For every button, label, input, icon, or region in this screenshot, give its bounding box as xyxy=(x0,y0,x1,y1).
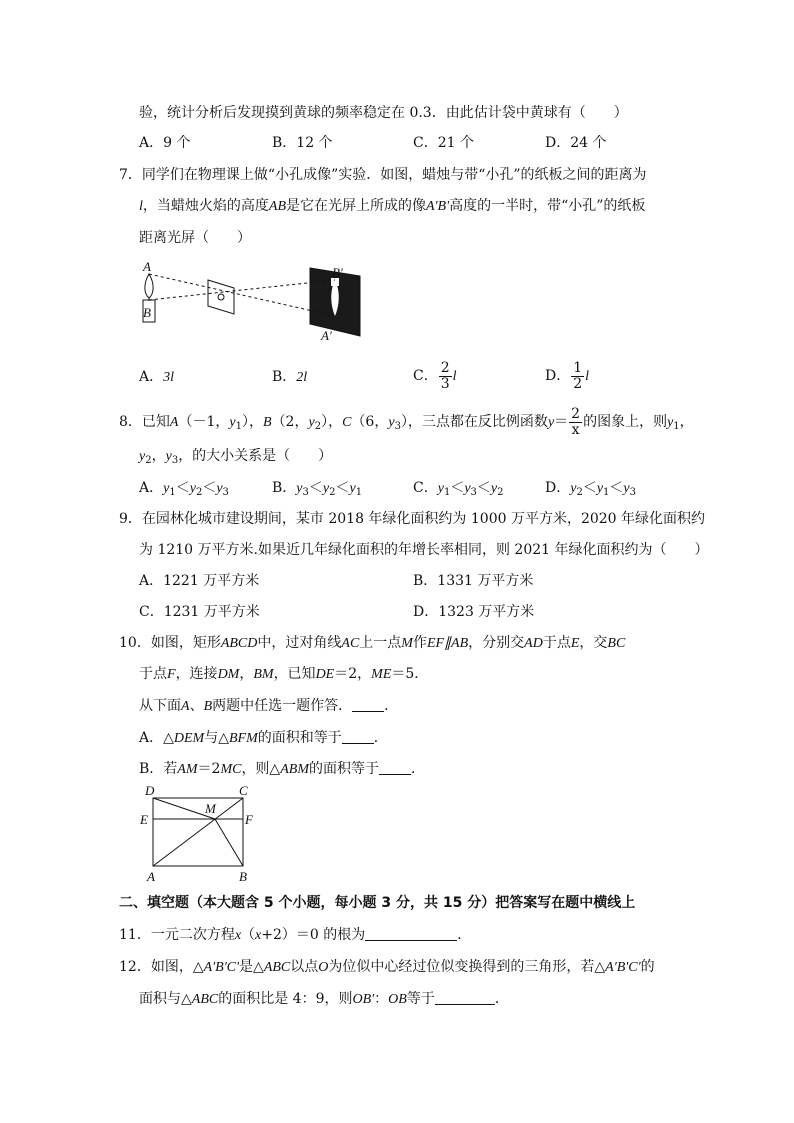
text: ： xyxy=(374,991,389,1007)
var: y xyxy=(570,481,577,496)
text: 的面积等于 xyxy=(308,761,379,777)
text: 11．一元二次方程 xyxy=(119,927,235,943)
text: +2）＝0 的根为 xyxy=(261,927,366,943)
var: BC xyxy=(607,636,626,651)
var: y xyxy=(322,481,330,496)
var: OB' xyxy=(352,992,375,1007)
var: BFM xyxy=(229,731,258,746)
section-heading: 二、填空题（本大题含 5 个小题，每小题 3 分，共 15 分）把答案写在题中横线上 xyxy=(119,895,636,911)
var: E xyxy=(570,636,580,651)
var: y xyxy=(229,415,236,430)
text: 作 xyxy=(412,635,427,651)
text: （6， xyxy=(351,414,389,430)
var: BM xyxy=(253,667,274,682)
var: DEM xyxy=(173,731,205,746)
text: ）， xyxy=(321,414,343,430)
text: 的 xyxy=(640,959,655,975)
label-c: C xyxy=(239,783,248,798)
text: ＝5． xyxy=(391,666,429,682)
lt: ＜ xyxy=(335,480,350,496)
var: y xyxy=(596,481,604,496)
text: ，则△ xyxy=(241,761,281,777)
text: ＝2， xyxy=(334,666,372,682)
segment-bm xyxy=(215,819,243,866)
text: ． xyxy=(373,730,388,746)
option-value: 3l xyxy=(163,370,175,385)
text: 于点 xyxy=(542,635,571,651)
q7-option-d xyxy=(545,358,589,395)
q7-text: ，当蜡烛火焰的高度 xyxy=(142,198,269,214)
text: 是△ xyxy=(239,959,264,975)
q10-part-b xyxy=(139,760,425,779)
var: OB xyxy=(388,992,407,1007)
text: ，分别交 xyxy=(468,635,525,651)
label-f: F xyxy=(245,812,253,827)
var: AC xyxy=(341,636,360,651)
text: A．△ xyxy=(139,730,174,746)
var: MC xyxy=(220,762,242,777)
denominator: x xyxy=(571,421,580,438)
text: 等于 xyxy=(406,991,435,1007)
q7-line2 xyxy=(139,197,645,216)
text: 的面积比是 4：9，则 xyxy=(218,991,353,1007)
q7-var-ab: AB xyxy=(268,199,286,214)
label-e: E xyxy=(140,812,148,827)
q12-line2 xyxy=(139,990,509,1009)
sub: 2 xyxy=(329,487,336,498)
lt: ＜ xyxy=(476,480,491,496)
label-ap: A′ xyxy=(321,328,332,343)
label-a: A xyxy=(143,259,151,274)
q6-option-d: D．24 个 xyxy=(545,135,607,151)
label-m: M xyxy=(205,801,216,816)
var: A'B'C' xyxy=(203,960,240,975)
var: B xyxy=(263,415,272,430)
text: ， xyxy=(679,414,694,430)
text: 面积与△ xyxy=(139,991,192,1007)
var: y xyxy=(464,481,471,496)
q9-line2: 为 1210 万平方米.如果近几年绿化面积的年增长率相同，则 2021 年绿化面积约为（ ） xyxy=(139,542,709,558)
q8-option-b xyxy=(272,479,362,502)
var: A'B'C' xyxy=(605,960,641,975)
text: （ xyxy=(241,927,256,943)
var: AM xyxy=(177,762,198,777)
var: DE xyxy=(315,667,335,682)
label-b: B xyxy=(239,869,247,884)
sub: 3 xyxy=(394,421,401,432)
sub: 3 xyxy=(171,455,179,466)
var: y xyxy=(139,449,146,464)
option-var: l xyxy=(585,369,590,384)
var: y xyxy=(667,415,674,430)
numerator: 2 xyxy=(571,405,581,422)
option-letter: B． xyxy=(272,369,297,385)
option-letter: D． xyxy=(545,480,571,496)
var: ABC xyxy=(263,960,291,975)
var: A xyxy=(169,415,179,430)
text: 于点 xyxy=(139,666,167,682)
text: 的图象上，则 xyxy=(583,414,668,430)
lt: ＜ xyxy=(582,480,597,496)
sub: 3 xyxy=(222,487,229,498)
text: ，已知 xyxy=(273,666,316,682)
answer-blank[interactable] xyxy=(342,729,374,744)
option-letter: C． xyxy=(413,368,438,384)
q7-figure xyxy=(138,258,368,348)
denominator: 2 xyxy=(573,375,583,392)
text: 12．如图，△ xyxy=(119,959,204,975)
sub: 3 xyxy=(470,487,477,498)
text: ，的大小关系是（ ） xyxy=(178,448,333,464)
answer-blank[interactable] xyxy=(435,990,495,1005)
var: y xyxy=(216,481,223,496)
sub: 1 xyxy=(235,421,242,432)
label-bp: B′ xyxy=(332,265,343,280)
text: ，连接 xyxy=(175,666,218,682)
q7-text: 是它在光屏上所成的像 xyxy=(286,198,426,214)
q7-option-a xyxy=(139,368,174,387)
lt: ＜ xyxy=(609,480,624,496)
text: 上一点 xyxy=(359,635,402,651)
text: 从下面 xyxy=(139,698,181,714)
q6-option-b: B．12 个 xyxy=(272,135,333,151)
q11-line xyxy=(119,926,471,945)
answer-blank[interactable] xyxy=(379,760,411,775)
lt: ＜ xyxy=(308,480,323,496)
q6-text: 验，统计分析后发现摸到黄球的频率稳定在 0.3．由此估计袋中黄球有（ ） xyxy=(139,105,628,121)
text: ． xyxy=(384,698,399,714)
q10-figure xyxy=(138,782,263,884)
q10-line2 xyxy=(139,665,428,684)
var: y xyxy=(308,415,315,430)
q9-line1: 9．在园林化城市建设期间，某市 2018 年绿化面积约为 1000 万平方米，2020 年绿化面积约 xyxy=(119,511,706,527)
var: y xyxy=(349,481,356,496)
label-a: A xyxy=(147,869,155,884)
var: ABM xyxy=(280,762,309,777)
fraction xyxy=(569,407,582,438)
sub: 1 xyxy=(673,421,680,432)
var: O xyxy=(318,960,329,975)
var: M xyxy=(401,636,413,651)
var: y xyxy=(547,415,555,430)
option-letter: D． xyxy=(545,368,571,384)
sub: 2 xyxy=(145,455,152,466)
sub: 1 xyxy=(355,487,363,498)
label-b: B xyxy=(143,305,151,320)
q10-line1 xyxy=(119,634,625,653)
q9-option-c: C．1231 万平方米 xyxy=(139,604,260,620)
var: A xyxy=(181,699,190,714)
q9-option-b: B．1331 万平方米 xyxy=(413,573,534,589)
q7-option-b xyxy=(272,368,307,387)
option-letter: A． xyxy=(139,369,164,385)
var: y xyxy=(296,481,303,496)
text: 以点 xyxy=(290,959,319,975)
q7-text: 高度的一半时，带“小孔”的纸板 xyxy=(449,198,646,214)
ray-a xyxy=(149,274,335,316)
var: DM xyxy=(217,667,240,682)
var: ABC xyxy=(191,992,219,1007)
var: x xyxy=(234,928,242,943)
sub: 2 xyxy=(576,487,583,498)
q6-option-a: A．9 个 xyxy=(139,135,191,151)
option-letter: B． xyxy=(272,480,297,496)
var: F xyxy=(167,667,176,682)
option-letter: C． xyxy=(413,480,438,496)
q6-option-c: C．21 个 xyxy=(413,135,474,151)
var: x xyxy=(255,928,262,943)
sub: 3 xyxy=(302,487,309,498)
q8-option-c xyxy=(413,479,504,502)
sub: 2 xyxy=(497,487,504,498)
text: 中，过对角线 xyxy=(257,635,342,651)
text: ，交 xyxy=(579,635,608,651)
text: （2， xyxy=(271,414,309,430)
q7-option-c xyxy=(413,358,457,395)
q8-line2 xyxy=(139,447,332,470)
candle-flame xyxy=(145,274,153,298)
text: 为位似中心经过位似变换得到的三角形，若△ xyxy=(328,959,606,975)
var: y xyxy=(490,481,498,496)
var: C xyxy=(342,415,352,430)
var: ME xyxy=(371,667,392,682)
text: ． xyxy=(410,761,425,777)
q12-line1 xyxy=(119,958,655,977)
text: ． xyxy=(494,991,509,1007)
q9-option-a: A．1221 万平方米 xyxy=(139,573,260,589)
text: ， xyxy=(239,666,254,682)
var: y xyxy=(165,449,172,464)
text: 、 xyxy=(189,698,204,714)
pinhole xyxy=(218,294,224,300)
numerator: 1 xyxy=(573,359,583,376)
text: B．若 xyxy=(139,761,178,777)
var: y xyxy=(388,415,395,430)
q7-var-apbp: A'B' xyxy=(426,199,450,214)
lt: ＜ xyxy=(202,480,217,496)
var: y xyxy=(189,481,196,496)
text: ＝ xyxy=(554,414,569,430)
var: B xyxy=(203,699,213,714)
sub: 1 xyxy=(443,487,451,498)
text: 8．已知 xyxy=(119,414,170,430)
q7-line1: 7．同学们在物理课上做“小孔成像”实验．如图，蜡烛与带“小孔”的纸板之间的距离为 xyxy=(119,167,647,183)
q8-line1 xyxy=(119,404,694,445)
lt: ＜ xyxy=(450,480,465,496)
text: 三点都在反比例函数 xyxy=(421,414,548,430)
option-value: 2l xyxy=(296,370,308,385)
var: AD xyxy=(524,636,543,651)
sub: 2 xyxy=(195,487,203,498)
sub: 3 xyxy=(629,487,637,498)
text: ）， xyxy=(400,414,422,430)
answer-blank[interactable] xyxy=(352,697,384,712)
lt: ＜ xyxy=(175,480,190,496)
diagonal-ac xyxy=(153,798,243,866)
answer-blank[interactable] xyxy=(365,926,457,941)
text: ＝2 xyxy=(197,761,221,777)
sub: 1 xyxy=(603,487,610,498)
text: ）， xyxy=(242,414,263,430)
q9-option-d: D．1323 万平方米 xyxy=(413,604,535,620)
text: 两题中任选一题作答． xyxy=(212,698,353,714)
text: 的面积和等于 xyxy=(257,730,342,746)
option-letter: A． xyxy=(139,480,164,496)
text: 与△ xyxy=(204,730,229,746)
denominator: 3 xyxy=(440,375,450,392)
var: ABCD xyxy=(220,636,258,651)
text: ． xyxy=(457,927,472,943)
text: ， xyxy=(151,448,166,464)
q10-line3 xyxy=(139,697,398,716)
ray-b xyxy=(149,280,335,300)
sub: 2 xyxy=(314,421,322,432)
var: y xyxy=(163,481,170,496)
var: y xyxy=(623,481,630,496)
q7-line3: 距离光屏（ ） xyxy=(139,230,251,246)
var: EF∥AB xyxy=(426,636,469,651)
q10-part-a xyxy=(139,729,388,748)
fraction xyxy=(439,361,452,392)
sub: 1 xyxy=(169,487,176,498)
text: 10．如图，矩形 xyxy=(119,635,221,651)
option-var: l xyxy=(452,369,457,384)
q8-option-a xyxy=(139,479,229,502)
numerator: 2 xyxy=(440,359,450,376)
var: y xyxy=(437,481,444,496)
fraction xyxy=(571,361,584,392)
label-d: D xyxy=(145,783,155,798)
text: （－1， xyxy=(178,414,230,430)
q7-var-l: l xyxy=(139,199,143,214)
q8-option-d xyxy=(545,479,636,502)
